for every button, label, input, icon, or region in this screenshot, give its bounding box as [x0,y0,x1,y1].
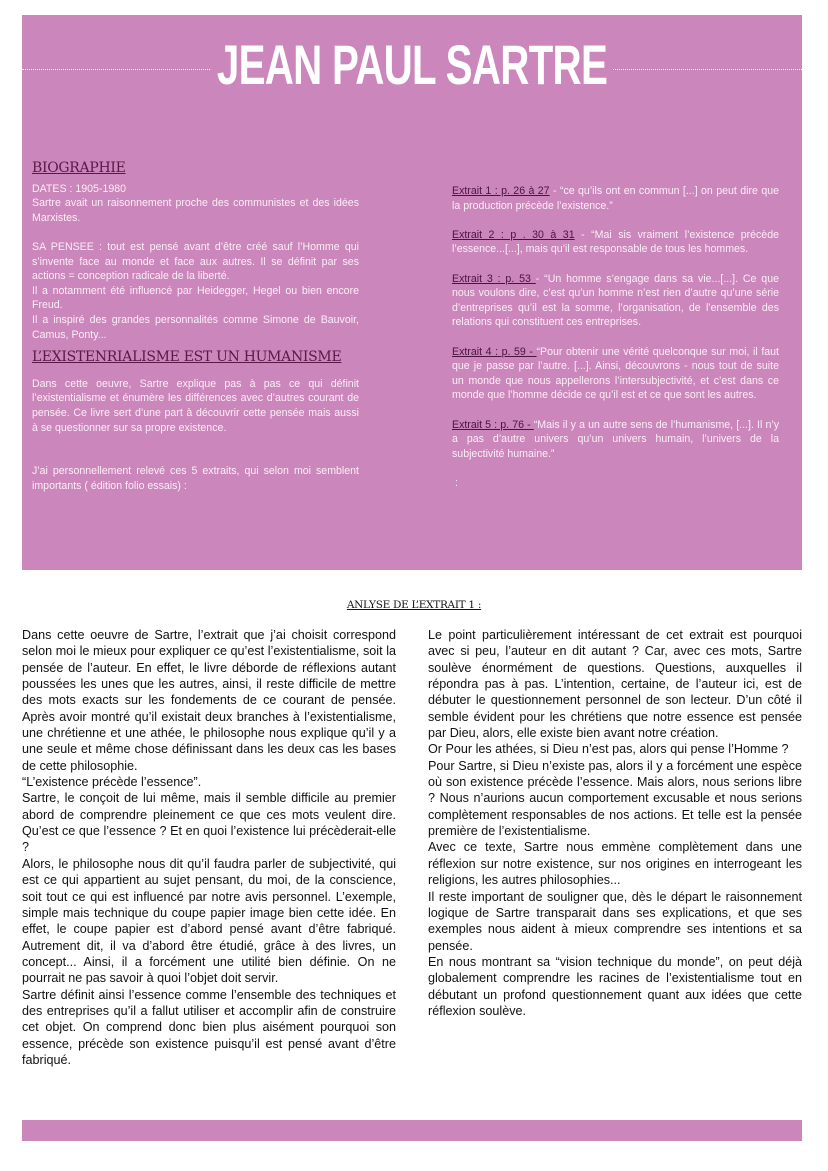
bio-dates: DATES : 1905-1980 [32,182,127,195]
extract-ref: Extrait 1 : p. 26 à 27 [452,185,550,197]
bio-paragraph: Sartre avait un raisonnement proche des communistes et des idées Marxistes. [32,197,359,224]
header-panel [22,15,802,570]
bio-paragraph: Il a notamment été influencé par Heidegger, Hegel ou bien encore Freud. [32,284,359,312]
biography-heading: BIOGRAPHIE [32,160,126,176]
book-paragraph: Dans cette oeuvre, Sartre explique pas à pas ce qui définit l’existentialisme et énumère les différences avec d’autres courant de pensée. Ce livre sert d’une part à découvrir cette pensée mais aussi à se questionner sur sa propre existence. [32,377,359,434]
page-title: JEAN PAUL SARTRE [22,33,802,97]
analysis-paragraph: “L’existence précède l’essence”. [22,775,202,790]
extracts-trailing: : [455,476,458,489]
extract-ref: Extrait 2 : p . 30 à 31 [452,228,575,241]
biography-column [32,161,359,493]
analysis-paragraph: Sartre définit ainsi l’essence comme l’ensemble des techniques et des entreprises qu’il a fallut utiliser et accomplir afin de construire cet objet. On comprend donc bien plus aisément pourquoi son essence, précède son existence puisqu’il est pensé avant d’être fabriqué. [22,987,396,1067]
extract-3: Extrait 3 : p. 53 - “Un homme s’engage dans sa vie...[...]. Ce que nous voulons dire, c’est qu’un homme n’est rien d’autre qu’une série d’entreprises qu’il est la somme, l’organisation, de l’ensemble des relations qui constituent ces entreprises. [452,272,779,329]
bio-paragraph: Il a inspiré des grandes personnalités comme Simone de Bauvoir, Camus, Ponty... [32,313,359,341]
analysis-paragraph: Sartre, le conçoit de lui même, mais il semble difficile au premier abord de comprendre pleinement ce que ces mots veulent dire. Qu’est ce que l’essence ? Et en quoi l’existence lui précèderait-elle ? [22,791,396,855]
analysis-paragraph: Dans cette oeuvre de Sartre, l’extrait que j’ai choisit correspond selon moi le mieux pour expliquer ce qu’est l’existentialisme, soit la pensée de l’auteur. En effet, le livre déborde de réflexions autant poussées les unes que les autres, ainsi, il reste difficile de mettre des mots exacts sur les fondements de ce courant de pensée. Après avoir montré qu’il existait deux branches à l’existentialisme, une chrétienne et une athée, le philosophe nous explique qu’il y a une seule et même chose définissant dans les deux cas les bases de cette philosophie. [22,628,396,773]
extract-5: Extrait 5 : p. 76 - “Mais il y a un autre sens de l’humanisme, [...]. Il n’y a pas d’autre univers qu’un univers humain, l’univers de la subjectivité humaine.” [452,418,779,460]
bio-paragraph: SA PENSEE : tout est pensé avant d’être créé sauf l’Homme qui s’invente face au monde et face aux autres. Il se définit par ses actions = conception radicale de la liberté. [32,240,359,283]
extract-ref: Extrait 5 : p. 76 - [452,418,534,431]
footer-bar [22,1120,802,1141]
analysis-title: ANLYSE DE L’EXTRAIT 1 : [346,599,482,611]
analysis-right-column [428,627,802,1019]
book-heading: L’EXISTENRIALISME EST UN HUMANISME [32,349,342,366]
book-paragraph: J’ai personnellement relevé ces 5 extraits, qui selon moi semblent importants ( édition folio essais) : [32,465,359,492]
extract-2: Extrait 2 : p . 30 à 31 - “Mai sis vraiment l’existence précède l’essence...[...], mais qu’il est responsable de tous les hommes. [452,228,779,256]
analysis-paragraph: Pour Sartre, si Dieu n’existe pas, alors il y a forcément une espèce où son existence précède l’essence. Mais alors, nous serions libre ? Nous n’aurions aucun comportement excusable et nous serions complètement responsables de nos actions. Et telle est la pensée première de l’existentialisme. [428,758,802,839]
analysis-paragraph: En nous montrant sa “vision technique du monde”, on peut déjà globalement comprendre les racines de l’existentialisme tout en débutant un profond questionnement quant aux idées que cette réflexion soulève. [428,954,802,1018]
extract-1: Extrait 1 : p. 26 à 27 - “ce qu’ils ont en commun [...] on peut dire que la production précède l’existence.” [452,185,779,212]
analysis-paragraph: Il reste important de souligner que, dès le départ le raisonnement logique de Sartre transparait dans ses explications, et que ses exemples nous aident à mieux comprendre ses intentions et sa pensée. [428,889,802,953]
analysis-paragraph: Le point particulièrement intéressant de cet extrait est pourquoi avec si peu, l’auteur en dit autant ? Car, avec ces mots, Sartre soulève énormément de questions. Questions, auxquelles il répondra pas à pas. L’intention, certaine, de l’auteur ici, est de débuter le questionnement personnel de son lecteur. D’un côté il semble évident pour les chrétiens que notre essence est pensée par Dieu, alors, elle existe bien avant notre création. [428,628,802,741]
analysis-paragraph: Alors, le philosophe nous dit qu’il faudra parler de subjectivité, qui est ce qui appartient au sujet pensant, du moi, de la conscience, soit tout ce qui est influencé par notre avis personnel. L’exemple, simple mais technique du coupe papier image bien cette idée. En effet, le coupe papier est d’abord pensé avant d’être fabriqué. Autrement dit, il va d’abord être étudié, grâce à des livres, un concept... Ainsi, il a forcément une utilité bien définie. On ne pourrait ne pas savoir à quoi l’objet doit servir. [22,856,396,986]
extract-ref: Extrait 4 : p. 59 - [452,345,537,358]
analysis-left-column [22,627,396,1068]
extract-4: Extrait 4 : p. 59 - “Pour obtenir une vérité quelconque sur moi, il faut que je passe par l’autre. [...]. Ainsi, découvrons - nous tout de suite un monde que nous appellerons l’intersubjectivité, et c’est dans ce monde que l’homme décide ce qu’il est et ce que sont les autres. [452,345,779,402]
extract-ref: Extrait 3 : p. 53 [452,272,536,285]
analysis-paragraph: Avec ce texte, Sartre nous emmène complètement dans une réflexion sur notre existence, sur nos origines en interrogeant les religions, les autres philosophies... [428,840,802,888]
analysis-paragraph: Or Pour les athées, si Dieu n’est pas, alors qui pense l’Homme ? [428,742,789,757]
extracts-column [452,184,779,490]
